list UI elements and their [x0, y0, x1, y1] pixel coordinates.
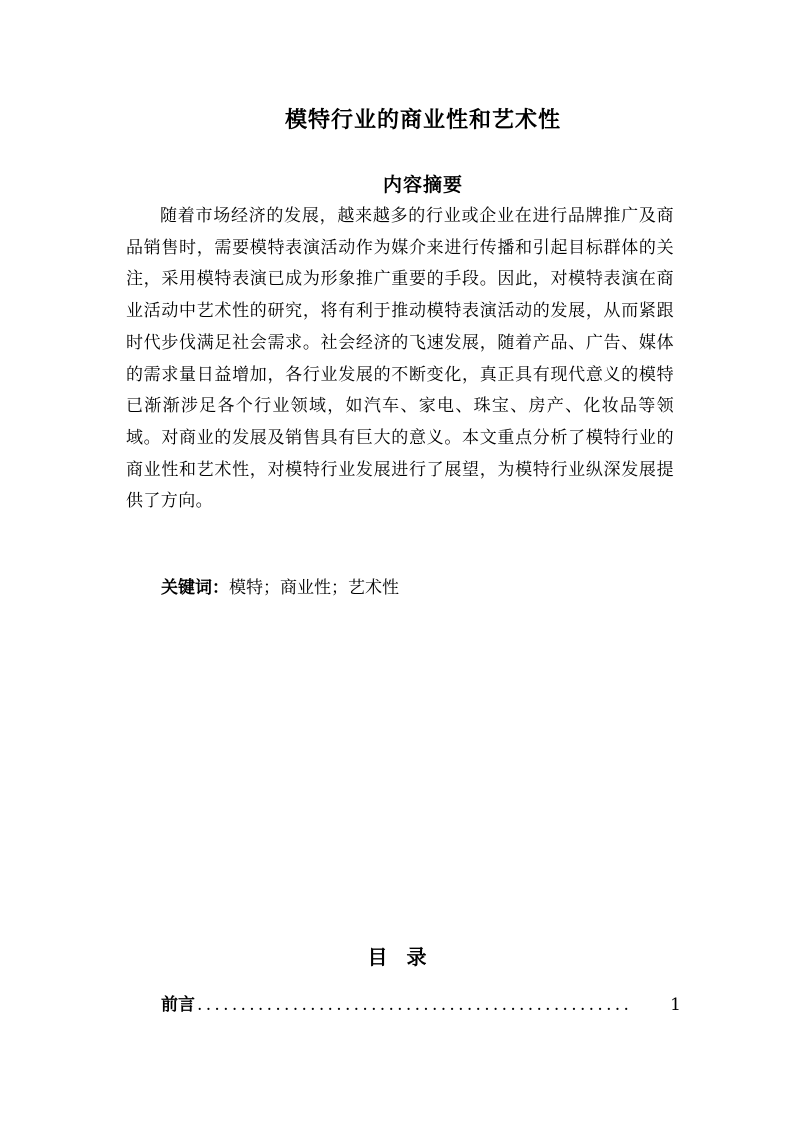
keywords-line	[161, 574, 399, 602]
abstract-heading: 内容摘要	[382, 174, 463, 196]
keywords-label: 关键词：	[161, 578, 229, 598]
toc-entry-label[interactable]: 前言	[161, 995, 195, 1015]
toc-heading: 目 录	[367, 945, 433, 969]
toc-entry-page: 1	[670, 995, 681, 1015]
abstract-body	[126, 201, 674, 518]
toc-entry-leader: ..................................................	[197, 995, 633, 1015]
abstract-paragraph: 随着市场经济的发展，越来越多的行业或企业在进行品牌推广及商品销售时，需要模特表演活动作为媒介来进行传播和引起目标群体的关注，采用模特表演已成为形象推广重要的手段。因此，对模特表演在商业活动中艺术性的研究，将有利于推动模特表演活动的发展，从而紧跟时代步伐满足社会需求。社会经济的飞速发展，随着产品、广告、媒体的需求量日益增加，各行业发展的不断变化，真正具有现代意义的模特已渐渐涉足各个行业领域，如汽车、家电、珠宝、房产、化妆品等领域。对商业的发展及销售具有巨大的意义。本文重点分析了模特行业的商业性和艺术性，对模特行业发展进行了展望，为模特行业纵深发展提供了方向。	[126, 206, 674, 512]
document-title: 模特行业的商业性和艺术性	[284, 107, 561, 133]
keywords-value: 模特；商业性；艺术性	[229, 578, 399, 598]
toc-entry[interactable]	[161, 991, 681, 1019]
